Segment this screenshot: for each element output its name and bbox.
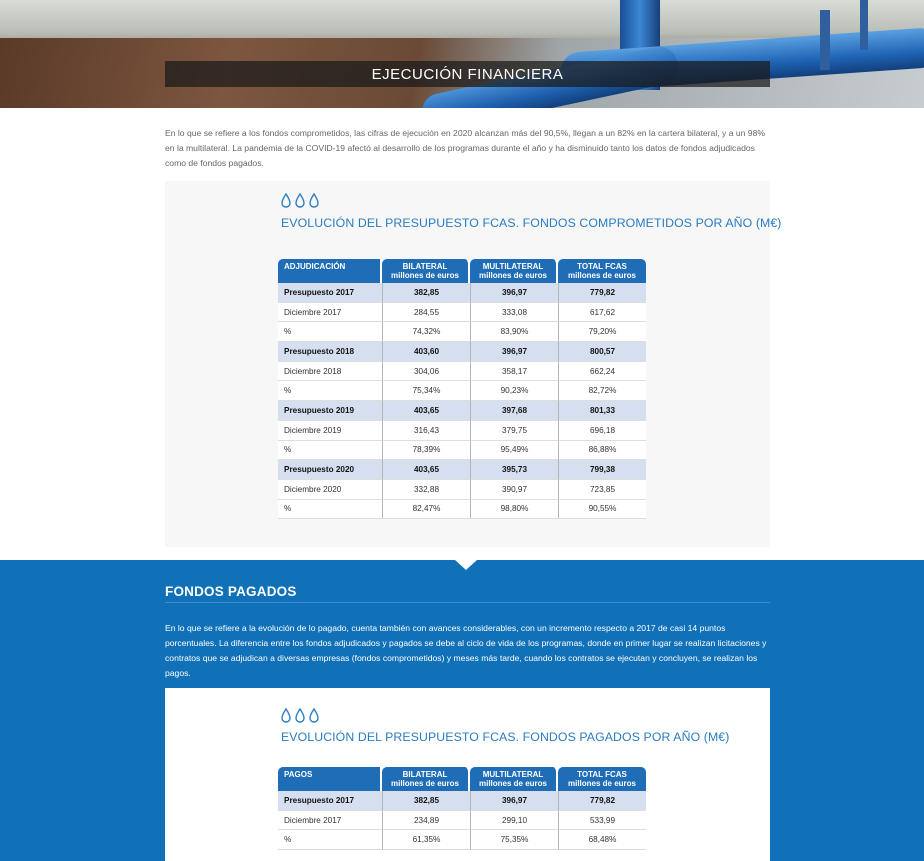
column-header-unit: millones de euros — [390, 271, 460, 280]
column-header — [558, 767, 646, 791]
row-label: Diciembre 2019 — [278, 421, 382, 441]
water-drop-icon — [295, 708, 305, 723]
cell: 61,35% — [382, 830, 470, 850]
cell: 79,20% — [558, 322, 646, 342]
table-row — [278, 381, 646, 401]
hero-image-rail — [820, 10, 830, 70]
table-row — [278, 283, 646, 303]
column-header-unit: millones de euros — [478, 271, 548, 280]
table-row — [278, 500, 646, 520]
row-label: % — [278, 322, 382, 342]
cell: 396,97 — [470, 342, 558, 362]
water-drop-icon — [281, 193, 291, 208]
row-label: Presupuesto 2018 — [278, 342, 382, 362]
column-header-unit: millones de euros — [567, 779, 637, 788]
cell: 800,57 — [558, 342, 646, 362]
row-label: Diciembre 2017 — [278, 811, 382, 831]
pagados-paragraph: En lo que se refiere a la evolución de lo pagado, cuenta también con avances considerables, con un incremento respecto a 2017 de casi 14 puntos porcentuales. La diferencia entre los fondos adjudicados y pagados se debe al ciclo de vida de los programas, donde en primer lugar se realizan licitaciones y contratos que se adjudican a diversas empresas (fondos comprometidos) y meses más tarde, cuando los contratos se ejecutan y concluyen, se realizan los pagos. — [165, 623, 767, 679]
cell: 90,23% — [470, 381, 558, 401]
table-row — [278, 362, 646, 382]
cell: 332,88 — [382, 480, 470, 500]
hero-banner — [0, 0, 924, 108]
column-header — [382, 767, 470, 791]
water-drop-icon — [281, 708, 291, 723]
column-header-label: MULTILATERAL — [482, 261, 544, 271]
cell: 801,33 — [558, 401, 646, 421]
column-header — [382, 259, 470, 283]
cell: 95,49% — [470, 441, 558, 461]
cell: 78,39% — [382, 441, 470, 461]
row-label: % — [278, 830, 382, 850]
row-label: % — [278, 381, 382, 401]
cell: 696,18 — [558, 421, 646, 441]
table-card-comprometidos — [165, 181, 782, 547]
section-notch — [455, 560, 477, 570]
table-row — [278, 480, 646, 500]
cell: 723,85 — [558, 480, 646, 500]
cell: 533,99 — [558, 811, 646, 831]
cell: 617,62 — [558, 303, 646, 323]
cell: 304,06 — [382, 362, 470, 382]
cell: 662,24 — [558, 362, 646, 382]
cell: 382,85 — [382, 283, 470, 303]
cell: 86,88% — [558, 441, 646, 461]
column-header-unit: millones de euros — [390, 779, 460, 788]
column-header — [470, 767, 558, 791]
row-label: % — [278, 500, 382, 520]
cell: 403,60 — [382, 342, 470, 362]
column-header — [558, 259, 646, 283]
cell: 403,65 — [382, 460, 470, 480]
cell: 779,82 — [558, 283, 646, 303]
cell: 74,32% — [382, 322, 470, 342]
cell: 75,34% — [382, 381, 470, 401]
row-label: Diciembre 2017 — [278, 303, 382, 323]
column-header-unit: millones de euros — [478, 779, 548, 788]
cell: 395,73 — [470, 460, 558, 480]
table-row — [278, 460, 646, 480]
cell: 90,55% — [558, 500, 646, 520]
cell: 397,68 — [470, 401, 558, 421]
cell: 779,82 — [558, 791, 646, 811]
row-label: Presupuesto 2017 — [278, 283, 382, 303]
table-header-row — [278, 767, 646, 791]
table-row — [278, 421, 646, 441]
drops-logo — [281, 193, 319, 211]
cell: 379,75 — [470, 421, 558, 441]
column-header: PAGOS — [278, 767, 382, 791]
cell: 98,80% — [470, 500, 558, 520]
table-row — [278, 791, 646, 811]
cell: 382,85 — [382, 791, 470, 811]
table-header-row — [278, 259, 646, 283]
cell: 396,97 — [470, 791, 558, 811]
drops-logo — [281, 708, 319, 726]
row-label: Presupuesto 2017 — [278, 791, 382, 811]
cell: 333,08 — [470, 303, 558, 323]
cell: 284,55 — [382, 303, 470, 323]
hero-image-rail — [860, 0, 868, 50]
table-row — [278, 811, 646, 831]
row-label: Presupuesto 2020 — [278, 460, 382, 480]
water-drop-icon — [295, 193, 305, 208]
column-header-label: BILATERAL — [402, 261, 448, 271]
section-title: FONDOS PAGADOS — [165, 584, 297, 599]
table-row — [278, 830, 646, 850]
row-label: Diciembre 2018 — [278, 362, 382, 382]
section-divider — [165, 602, 770, 603]
water-drop-icon — [309, 708, 319, 723]
cell: 75,35% — [470, 830, 558, 850]
row-label: Presupuesto 2019 — [278, 401, 382, 421]
table-row — [278, 322, 646, 342]
water-drop-icon — [309, 193, 319, 208]
cell: 234,89 — [382, 811, 470, 831]
column-header-label: MULTILATERAL — [482, 769, 544, 779]
table-row — [278, 401, 646, 421]
column-header — [470, 259, 558, 283]
cell: 299,10 — [470, 811, 558, 831]
cell: 403,65 — [382, 401, 470, 421]
data-table — [278, 259, 646, 519]
table-card-pagados — [165, 688, 770, 861]
table-title: EVOLUCIÓN DEL PRESUPUESTO FCAS. FONDOS COMPROMETIDOS POR AÑO (M€) — [281, 216, 782, 230]
table-row — [278, 441, 646, 461]
row-label: Diciembre 2020 — [278, 480, 382, 500]
cell: 799,38 — [558, 460, 646, 480]
table-row — [278, 303, 646, 323]
cell: 83,90% — [470, 322, 558, 342]
page-title: EJECUCIÓN FINANCIERA — [371, 66, 564, 83]
cell: 316,43 — [382, 421, 470, 441]
column-header-label: BILATERAL — [402, 769, 448, 779]
intro-paragraph: En lo que se refiere a los fondos comprometidos, las cifras de ejecución en 2020 alcanzan más del 90,5%, llegan a un 82% en la cartera bilateral, y a un 98% en la multilateral. La pandemia de la COVID-19 afectó al desarrollo de los programas durante el año y ha disminuido tanto los datos de fondos adjudicados como de fondos pagados. — [165, 128, 766, 169]
table-title: EVOLUCIÓN DEL PRESUPUESTO FCAS. FONDOS PAGADOS POR AÑO (M€) — [281, 730, 730, 744]
data-table — [278, 767, 646, 850]
cell: 68,48% — [558, 830, 646, 850]
column-header-unit: millones de euros — [567, 271, 637, 280]
cell: 82,72% — [558, 381, 646, 401]
cell: 396,97 — [470, 283, 558, 303]
cell: 390,97 — [470, 480, 558, 500]
table-row — [278, 342, 646, 362]
column-header-label: TOTAL FCAS — [577, 769, 627, 779]
cell: 82,47% — [382, 500, 470, 520]
column-header: ADJUDICACIÓN — [278, 259, 382, 283]
cell: 358,17 — [470, 362, 558, 382]
row-label: % — [278, 441, 382, 461]
column-header-label: TOTAL FCAS — [577, 261, 627, 271]
